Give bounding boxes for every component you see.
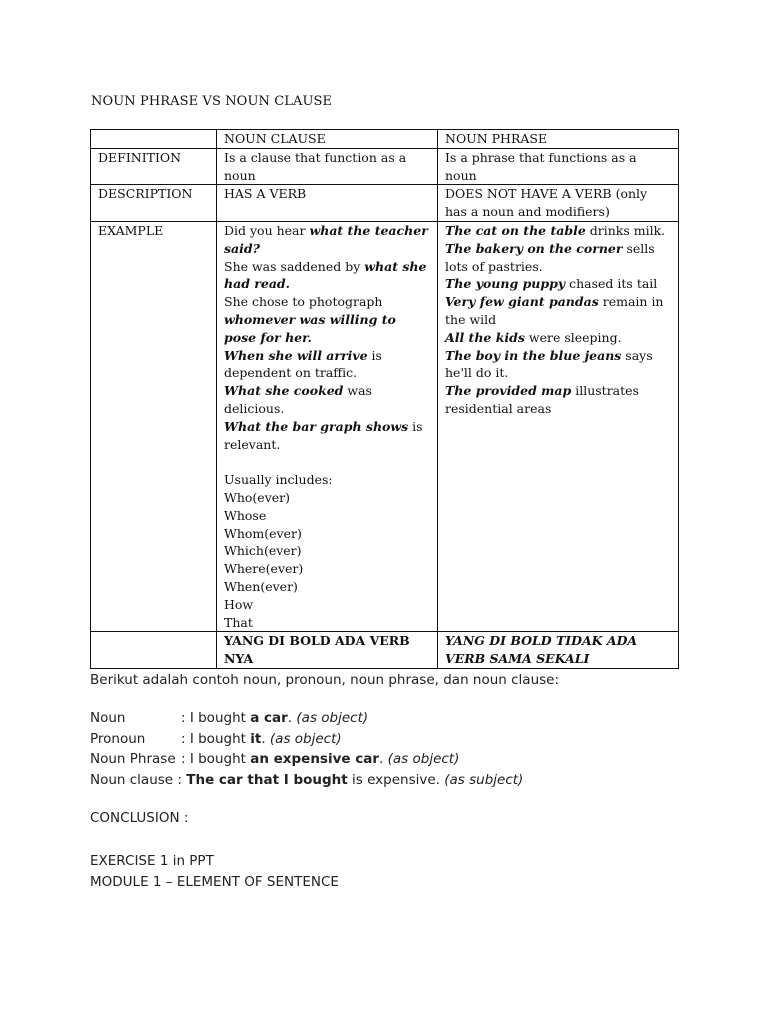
clause-example — [224, 382, 431, 418]
includes-item: That — [224, 614, 253, 630]
example-text: . — [261, 730, 270, 747]
example-colon: : — [173, 771, 187, 788]
clause-example — [224, 418, 431, 454]
bold-segment: The young puppy — [445, 276, 566, 292]
clause-example-list — [224, 222, 431, 453]
plain-segment: is dependent on traffic. — [224, 347, 382, 381]
plain-segment: chased its tail — [565, 276, 658, 292]
footer-cell-empty — [91, 632, 217, 669]
includes-item: Which(ever) — [224, 543, 302, 559]
example-label: Noun Phrase — [90, 751, 176, 767]
example-text: I bought — [189, 730, 251, 747]
phrase-example — [445, 275, 672, 293]
example-noun-phrase-cell — [438, 221, 679, 631]
example-label: Pronoun — [90, 730, 146, 747]
definition-noun-clause: Is a clause that function as a noun — [217, 148, 438, 185]
includes-list — [224, 489, 431, 631]
footer-noun-phrase-note: YANG DI BOLD TIDAK ADA VERB SAMA SEKALI — [438, 632, 679, 669]
includes-item: Who(ever) — [224, 489, 291, 505]
clause-example — [224, 258, 431, 294]
example-bold-text: a car — [250, 710, 288, 726]
bold-segment: All the kids — [445, 329, 525, 345]
includes-item: Whose — [224, 507, 267, 523]
conclusion-heading: CONCLUSION : — [90, 810, 189, 826]
plain-segment: sells lots of pastries. — [445, 240, 655, 274]
example-role-note: (as subject) — [444, 771, 524, 788]
phrase-example — [445, 382, 672, 418]
example-row — [90, 770, 523, 791]
bold-segment: what the teacher said? — [224, 222, 428, 256]
examples-block — [90, 708, 523, 790]
row-label-example: EXAMPLE — [91, 221, 217, 631]
example-label: Noun — [90, 710, 126, 726]
phrase-example — [445, 329, 672, 347]
table-row-description — [91, 185, 679, 222]
bold-segment: Very few giant pandas — [445, 294, 599, 310]
bold-segment: The cat on the table — [445, 222, 586, 238]
bold-segment: What she cooked — [224, 383, 344, 399]
bold-segment: What the bar graph shows — [224, 418, 409, 434]
module-line: MODULE 1 – ELEMENT OF SENTENCE — [90, 873, 339, 890]
description-noun-clause: HAS A VERB — [217, 185, 438, 222]
example-text: I bought — [189, 710, 251, 726]
bold-segment: what she had read. — [224, 258, 427, 292]
exercise-line: EXERCISE 1 in PPT — [90, 853, 214, 869]
footer-noun-clause-note: YANG DI BOLD ADA VERB NYA — [217, 632, 438, 669]
row-label-definition: DEFINITION — [91, 148, 217, 185]
clause-example — [224, 347, 431, 383]
example-text: . — [287, 710, 297, 726]
document-title: NOUN PHRASE VS NOUN CLAUSE — [91, 94, 333, 109]
example-colon: : — [181, 730, 190, 747]
bold-segment: The bakery on the corner — [445, 240, 623, 256]
phrase-example — [445, 222, 672, 240]
includes-item: How — [224, 596, 254, 612]
includes-item: Where(ever) — [224, 561, 304, 577]
example-text: I bought — [189, 751, 251, 767]
plain-segment: She was saddened by — [224, 258, 365, 274]
bold-segment: The boy in the blue jeans — [445, 347, 622, 363]
example-row — [90, 749, 523, 770]
plain-segment: were sleeping. — [524, 329, 622, 345]
example-label: Noun clause — [90, 771, 174, 788]
includes-item: When(ever) — [224, 578, 298, 594]
table-header-row — [91, 130, 679, 149]
example-role-note: (as object) — [387, 751, 460, 767]
exercise-block — [90, 851, 339, 892]
intro-paragraph: Berikut adalah contoh noun, pronoun, noun phrase, dan noun clause: — [90, 672, 560, 688]
description-noun-phrase: DOES NOT HAVE A VERB (only has a noun and modifiers) — [438, 185, 679, 222]
example-colon: : — [181, 710, 190, 726]
includes-item: Whom(ever) — [224, 525, 302, 541]
example-role-note: (as object) — [296, 710, 369, 726]
table-row-definition — [91, 148, 679, 185]
plain-segment: She chose to photograph — [224, 294, 383, 310]
example-text: . — [379, 751, 388, 767]
example-noun-clause-cell — [217, 221, 438, 631]
row-label-description: DESCRIPTION — [91, 185, 217, 222]
clause-example — [224, 293, 431, 346]
example-colon: : — [181, 751, 190, 767]
phrase-example — [445, 347, 672, 383]
plain-segment: illustrates residential areas — [445, 383, 639, 416]
example-bold-text: it — [250, 730, 262, 747]
example-bold-text: an expensive car — [250, 751, 380, 767]
table-row-example — [91, 221, 679, 631]
bold-segment: When she will arrive — [224, 347, 368, 363]
plain-segment: is relevant. — [224, 418, 423, 452]
includes-label: Usually includes: — [224, 472, 333, 488]
header-cell-noun-clause: NOUN CLAUSE — [217, 130, 438, 149]
example-role-note: (as object) — [269, 730, 342, 747]
plain-segment: remain in the wild — [445, 294, 664, 327]
example-row — [90, 708, 523, 729]
clause-example — [224, 222, 431, 258]
example-bold-text: The car that I bought — [186, 771, 348, 788]
example-text: is expensive. — [347, 771, 445, 788]
phrase-example-list — [445, 222, 672, 418]
phrase-example — [445, 293, 672, 329]
plain-segment: drinks milk. — [585, 222, 666, 238]
plain-segment: says he'll do it. — [445, 347, 653, 381]
example-row — [90, 729, 523, 750]
bold-segment: The provided map — [445, 383, 572, 399]
definition-noun-phrase: Is a phrase that functions as a noun — [438, 148, 679, 185]
plain-segment: Did you hear — [224, 222, 310, 238]
comparison-table — [90, 129, 679, 669]
phrase-example — [445, 240, 672, 276]
table-row-footer — [91, 632, 679, 669]
header-cell-noun-phrase: NOUN PHRASE — [438, 130, 679, 149]
plain-segment: was delicious. — [224, 383, 372, 416]
header-cell-empty — [91, 130, 217, 149]
bold-segment: whomever was willing to pose for her. — [224, 311, 396, 345]
